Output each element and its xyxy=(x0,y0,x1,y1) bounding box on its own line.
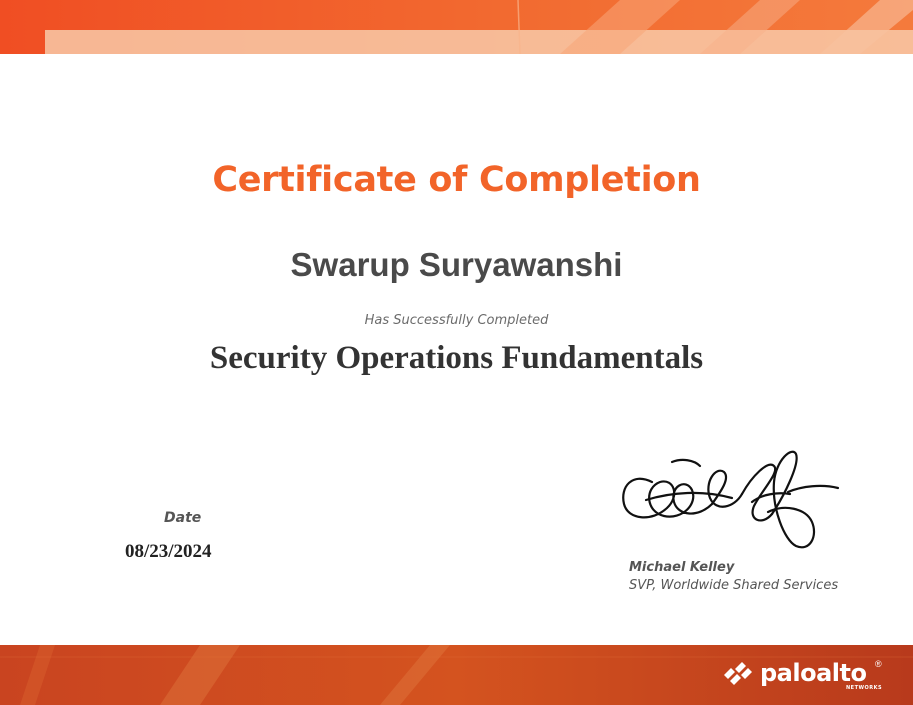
recipient-name: Swarup Suryawanshi xyxy=(290,246,623,283)
bottom-decorative-band xyxy=(0,645,913,705)
completed-label: Has Successfully Completed xyxy=(364,313,549,328)
logo-text: paloalto xyxy=(760,659,867,687)
signer-name: Michael Kelley xyxy=(629,560,735,575)
logo-registered: ® xyxy=(875,659,882,669)
paloalto-mark-icon xyxy=(722,661,756,689)
signature-image xyxy=(612,442,842,562)
course-name: Security Operations Fundamentals xyxy=(209,340,704,376)
paloalto-logo xyxy=(722,659,892,693)
date-value: 08/23/2024 xyxy=(125,541,212,562)
logo-subtitle: NETWORKS xyxy=(846,685,883,691)
date-label: Date xyxy=(164,510,202,526)
signer-title: SVP, Worldwide Shared Services xyxy=(629,578,839,593)
top-decorative-band xyxy=(0,0,913,54)
certificate-title: Certificate of Completion xyxy=(212,160,701,200)
